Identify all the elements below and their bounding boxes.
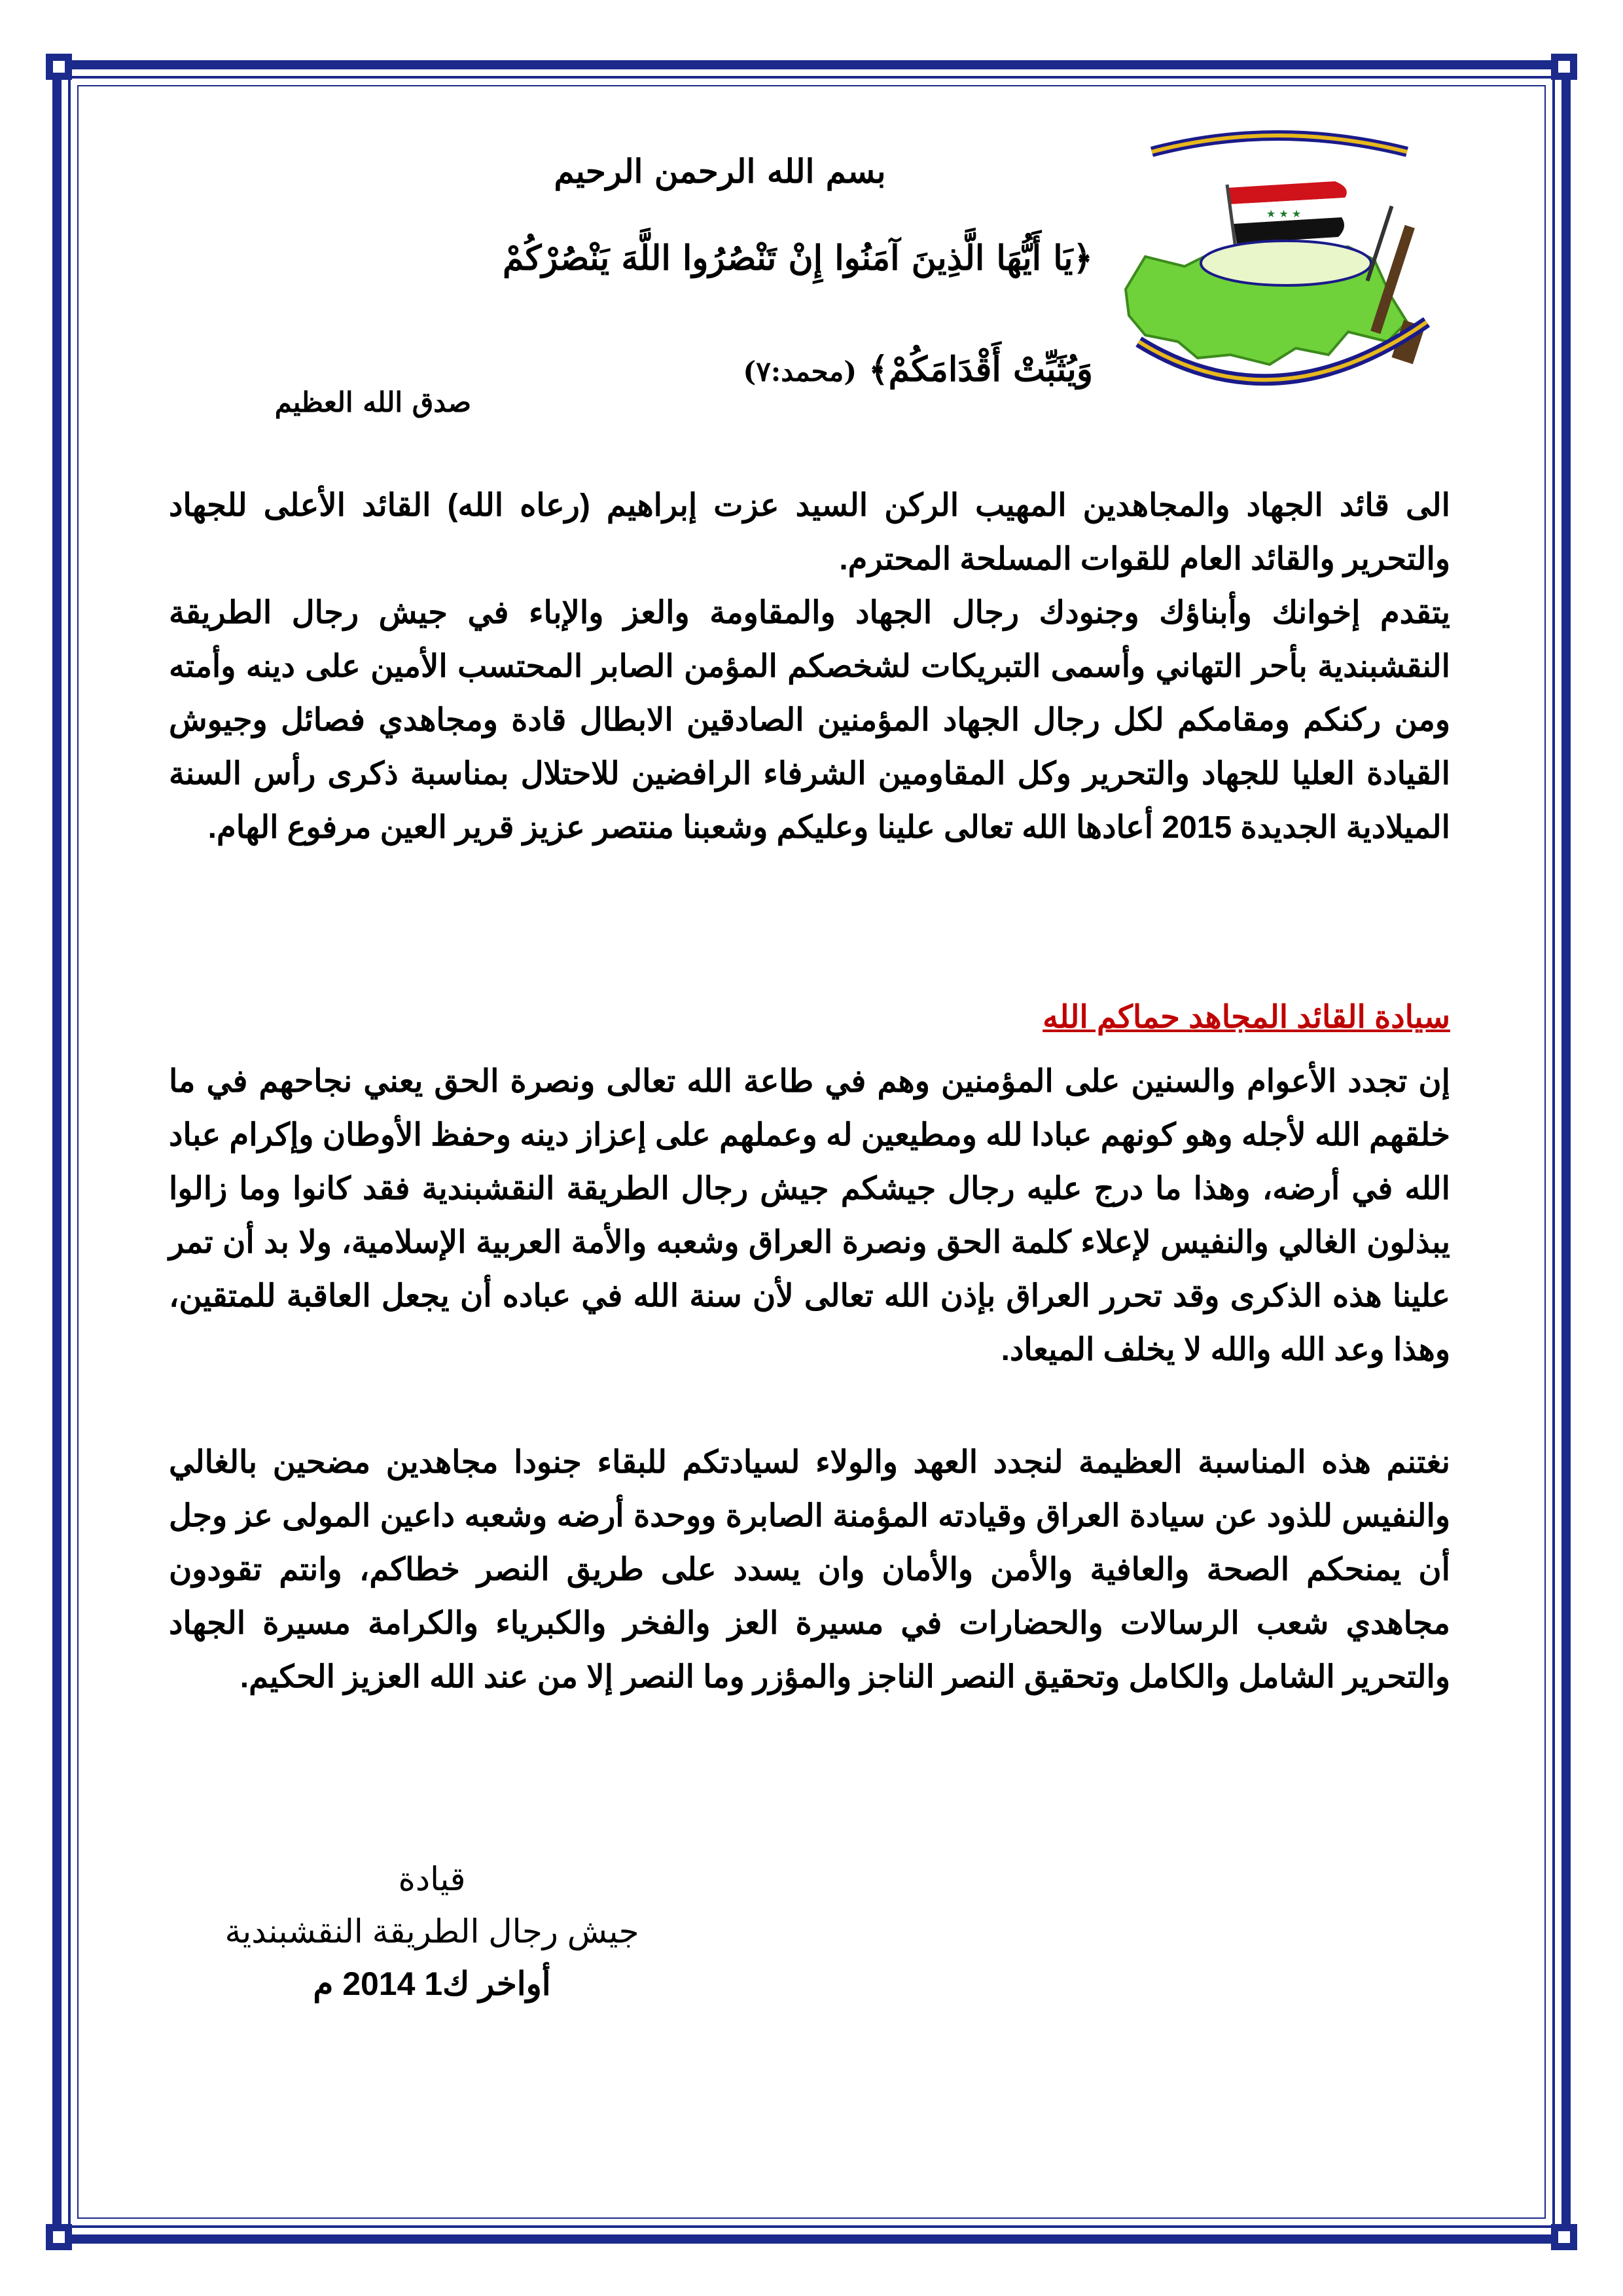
- verse-line-1: ﴿يَا أَيُّهَا الَّذِينَ آمَنُوا إِنْ تَنْصُرُوا اللَّهَ يَنْصُرْكُمْ: [502, 238, 1093, 278]
- signature-date: أواخر ك1 2014 م: [313, 1965, 551, 2002]
- border-corner-top-right: [1551, 54, 1577, 80]
- border-corner-bottom-left: [46, 2224, 72, 2250]
- paragraph-pledge: نغتنم هذه المناسبة العظيمة لنجدد العهد والولاء لسيادتكم للبقاء جنودا مجاهدين مضحين بالغالي والنفيس للذود عن سيادة العراق وقيادته المؤمنة الصابرة ووحدة أرضه وشعبه داعين المولى عز وجل أن يمنحكم الصحة والعافية والأمن والأمان وان يسدد على طريق النصر خطاكم، وانتم تقودون مجاهدي شعب الرسالات والحضارات في مسيرة العز والفخر والكبرياء والكرامة مسيرة الجهاد والتحرير الشامل والكامل وتحقيق النصر الناجز والمؤزر وما النصر إلا من عند الله العزيز الحكيم.: [169, 1445, 1451, 1695]
- army-emblem-logo: [1099, 126, 1453, 420]
- paragraph-renewal: إن تجدد الأعوام والسنين على المؤمنين وهم في طاعة الله تعالى ونصرة الحق يعني نجاحهم في ما خلقهم الله لأجله وهو كونهم عبادا لله ومطيعين له وعملهم على إعزاز دينه وحفظ الأوطان وإكرام عباد الله في أرضه، وهذا ما درج عليه رجال جيشكم جيش رجال الطريقة النقشبندية فقد كانوا وما زالوا يبذلون الغالي والنفيس لإعلاء كلمة الحق ونصرة العراق وشعبه والأمة العربية الإسلامية، ولا بد أن تمر علينا هذه الذكرى وقد تحرر العراق بإذن الله تعالى لأن سنة الله في عباده أن يجعل العاقبة للمتقين، وهذا وعد الله والله لا يخلف الميعاد.: [169, 1064, 1450, 1367]
- border-corner-bottom-right: [1551, 2224, 1577, 2250]
- emblem-banner: [1201, 241, 1371, 285]
- section-subheading: سيادة القائد المجاهد حماكم الله: [1043, 1000, 1450, 1035]
- verse-line-2-text: وَيُثَبِّتْ أَقْدَامَكُمْ﴾: [868, 350, 1093, 389]
- bismillah-heading: بسم الله الرحمن الرحيم: [554, 152, 886, 190]
- paragraph-addressee: الى قائد الجهاد والمجاهدين المهيب الركن السيد عزت إبراهيم (رعاه الله) القائد الأعلى للجهاد والتحرير والقائد العام للقوات المسلحة المحترم.: [169, 488, 1451, 577]
- sadaqa-text: صدق الله العظيم: [274, 386, 471, 418]
- paragraph-greetings: يتقدم إخوانك وأبناؤك وجنودك رجال الجهاد والمقاومة والعز والإباء في جيش رجال الطريقة النقشبندية بأحر التهاني وأسمى التبريكات لشخصكم المؤمن الصابر المحتسب الأمين على دينه وأمته ومن ركنكم ومقامكم لكل رجال الجهاد المؤمنين الصادقين الابطال قادة ومجاهدي فصائل وجيوش القيادة العليا للجهاد والتحرير وكل المقاومين الشرفاء الرافضين للاحتلال بمناسبة ذكرى رأس السنة الميلادية الجديدة 2015 أعادها الله تعالى علينا وعليكم وشعبنا منتصر عزيز قرير العين مرفوع الهام.: [169, 596, 1450, 845]
- border-corner-top-left: [46, 54, 72, 80]
- verse-reference: (محمد:٧): [743, 355, 857, 387]
- signature-line-2: جيش رجال الطريقة النقشبندية: [224, 1913, 639, 1950]
- signature-line-1: قيادة: [398, 1861, 466, 1897]
- svg-text:★ ★ ★: ★ ★ ★: [1266, 207, 1302, 220]
